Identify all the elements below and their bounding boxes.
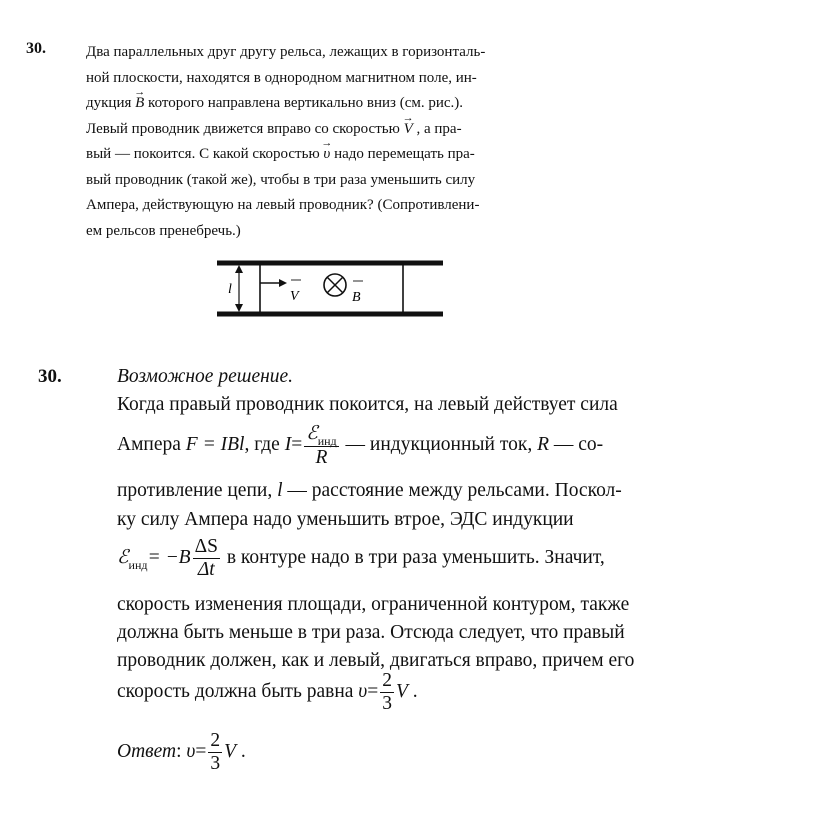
text: — расстояние между рельсами. Поскол- bbox=[282, 480, 622, 501]
equals: = bbox=[367, 680, 379, 702]
delta-s: ΔS bbox=[194, 536, 218, 557]
solution-line bbox=[117, 480, 622, 502]
emf-subscript: инд bbox=[128, 557, 148, 572]
solution-line: Когда правый проводник покоится, на левый действует сила bbox=[117, 394, 618, 415]
speed-symbol: υ bbox=[186, 740, 196, 762]
flux-fraction bbox=[193, 536, 220, 581]
vector-b: → B bbox=[135, 91, 144, 117]
problem-line-part: Левый проводник движется вправо со скоростью bbox=[86, 120, 404, 137]
answer-line bbox=[117, 730, 246, 775]
vector-upsilon: → υ bbox=[323, 142, 330, 168]
problem-number: 30. bbox=[26, 40, 46, 57]
velocity-symbol: V bbox=[224, 740, 237, 762]
solution-line: скорость изменения площади, ограниченной контуром, также bbox=[117, 594, 630, 615]
solution-line: ку силу Ампера надо уменьшить втрое, ЭДС индукции bbox=[117, 509, 574, 530]
rails-figure bbox=[215, 255, 445, 325]
length-symbol: l bbox=[277, 480, 283, 501]
emf-symbol: ℰ bbox=[306, 422, 318, 444]
length-label: l bbox=[228, 282, 232, 297]
current-fraction bbox=[304, 422, 338, 469]
emf-formula: = −B bbox=[147, 546, 191, 568]
vector-v: → V bbox=[404, 117, 413, 143]
problem-line-part: дукция bbox=[86, 95, 136, 111]
problem-line: ем рельсов пренебречь.) bbox=[86, 222, 241, 239]
velocity-symbol: V bbox=[396, 680, 408, 702]
text: в контуре надо в три раза уменьшить. Значит, bbox=[221, 546, 605, 568]
field-label: B bbox=[352, 290, 361, 305]
emf-symbol: ℰ bbox=[117, 545, 129, 568]
resistance-symbol: R bbox=[537, 433, 549, 455]
ampere-formula: F = IBl bbox=[185, 433, 245, 455]
problem-line bbox=[86, 91, 606, 117]
text: , где bbox=[244, 433, 285, 455]
solution-line bbox=[117, 422, 603, 469]
problem-line: Два параллельных друг другу рельса, лежащих в горизонталь- bbox=[86, 44, 486, 60]
current-symbol: I bbox=[284, 433, 292, 455]
solution-line: проводник должен, как и левый, двигаться вправо, причем его bbox=[117, 650, 635, 671]
text: . bbox=[236, 740, 246, 762]
text: скорость должна быть равна bbox=[117, 680, 359, 702]
numerator: 2 bbox=[210, 730, 221, 751]
velocity-arrow-head bbox=[279, 279, 287, 287]
length-arrow-head-top bbox=[235, 265, 243, 273]
solution-heading: Возможное решение. bbox=[117, 366, 294, 387]
numerator: 2 bbox=[382, 670, 392, 691]
equals: = bbox=[195, 740, 207, 762]
text: : bbox=[176, 740, 187, 762]
problem-line-part: вый — покоится. С какой скоростью bbox=[86, 146, 324, 162]
problem-line bbox=[86, 142, 606, 168]
problem-line-part: которого направлена вертикально вниз (см. рис.). bbox=[144, 95, 464, 111]
problem-line: вый проводник (такой же), чтобы в три раза уменьшить силу bbox=[86, 171, 476, 188]
problem-line: ной плоскости, находятся в однородном магнитном поле, ин- bbox=[86, 69, 477, 86]
emf-subscript: инд bbox=[317, 434, 337, 448]
length-arrow-head-bottom bbox=[235, 304, 243, 312]
answer-label: Ответ bbox=[117, 740, 177, 762]
problem-line-part: надо перемещать пра- bbox=[330, 146, 475, 162]
resistance-symbol: R bbox=[315, 447, 328, 468]
text: — индукционный ток, bbox=[340, 433, 538, 455]
speed-symbol: υ bbox=[358, 680, 368, 702]
two-thirds-fraction bbox=[208, 730, 222, 775]
problem-line bbox=[86, 117, 606, 143]
problem-text bbox=[86, 40, 606, 244]
delta-t: Δt bbox=[197, 559, 215, 580]
problem-line: Ампера, действующую на левый проводник? (Сопротивлени- bbox=[86, 197, 480, 213]
problem-line-part: , а пра- bbox=[412, 120, 462, 137]
solution-line bbox=[117, 536, 605, 581]
two-thirds-fraction bbox=[380, 670, 394, 715]
denominator: 3 bbox=[382, 693, 392, 714]
velocity-label: V bbox=[290, 289, 299, 304]
solution-number: 30. bbox=[38, 366, 62, 387]
text: — со- bbox=[549, 433, 604, 455]
denominator: 3 bbox=[210, 753, 221, 774]
solution-line bbox=[117, 670, 418, 715]
text: противление цепи, bbox=[117, 480, 278, 501]
solution-line: должна быть меньше в три раза. Отсюда следует, что правый bbox=[117, 622, 625, 643]
equals: = bbox=[291, 433, 303, 455]
text: . bbox=[407, 680, 418, 702]
text: Ампера bbox=[117, 433, 186, 455]
